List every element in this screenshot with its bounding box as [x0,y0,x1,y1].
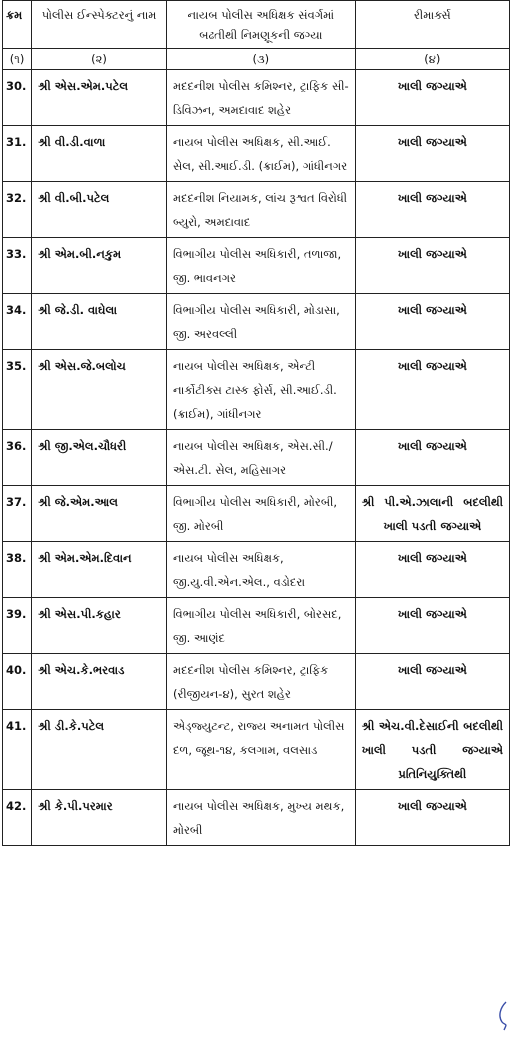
column-index: (૧) [3,49,32,70]
row-serial: 36. [3,430,32,486]
remark: ખાલી જગ્યાએ [355,790,509,846]
remark: શ્રી એચ.વી.દેસાઈની બદલીથી ખાલી પડતી જગ્યાએ પ્રતિનિયુક્તિથી [355,710,509,790]
table-row [3,542,510,598]
inspector-name: શ્રી એસ.જે.બલોચ [32,350,167,430]
row-serial: 40. [3,654,32,710]
remark: ખાલી જગ્યાએ [355,238,509,294]
appointment-post: એડ્જ્યુટન્ટ, રાજ્ય અનામત પોલીસ દળ, જૂથ-૧૪, કલગામ, વલસાડ [166,710,355,790]
table-row [3,710,510,790]
remark: શ્રી પી.એ.ઝાલાની બદલીથી ખાલી પડતી જગ્યાએ [355,486,509,542]
inspector-name: શ્રી જે.ડી. વાઘેલા [32,294,167,350]
table-row [3,598,510,654]
table-row [3,126,510,182]
row-serial: 35. [3,350,32,430]
remark: ખાલી જગ્યાએ [355,294,509,350]
posting-table [2,0,510,846]
table-row [3,182,510,238]
row-serial: 42. [3,790,32,846]
column-index: (૩) [166,49,355,70]
inspector-name: શ્રી એમ.એમ.દિવાન [32,542,167,598]
table-row [3,294,510,350]
inspector-name: શ્રી એસ.એમ.પટેલ [32,70,167,126]
table-row [3,70,510,126]
remark: ખાલી જગ્યાએ [355,70,509,126]
row-serial: 31. [3,126,32,182]
appointment-post: મદદનીશ નિયામક, લાંચ રૂશ્વત વિરોધી બ્યુરો, અમદાવાદ [166,182,355,238]
inspector-name: શ્રી એસ.પી.કહાર [32,598,167,654]
appointment-post: નાયબ પોલીસ અધિક્ષક, સી.આઈ. સેલ, સી.આઈ.ડી. (ક્રાઈમ), ગાંધીનગર [166,126,355,182]
inspector-name: શ્રી વી.ડી.વાળા [32,126,167,182]
inspector-name: શ્રી કે.પી.પરમાર [32,790,167,846]
appointment-post: મદદનીશ પોલીસ કમિશ્નર, ટ્રાફિક સી-ડિવિઝન, અમદાવાદ શહેર [166,70,355,126]
row-serial: 34. [3,294,32,350]
remark: ખાલી જગ્યાએ [355,598,509,654]
appointment-post: નાયબ પોલીસ અધિક્ષક, એસ.સી./એસ.ટી. સેલ, મહિસાગર [166,430,355,486]
row-serial: 33. [3,238,32,294]
remark: ખાલી જગ્યાએ [355,430,509,486]
row-serial: 37. [3,486,32,542]
remark: ખાલી જગ્યાએ [355,126,509,182]
appointment-post: મદદનીશ પોલીસ કમિશ્નર, ટ્રાફિક (રીજીયન-૪), સુરત શહેર [166,654,355,710]
remark: ખાલી જગ્યાએ [355,542,509,598]
appointment-post: નાયબ પોલીસ અધિક્ષક, જી.યુ.વી.એન.એલ., વડોદરા [166,542,355,598]
row-serial: 30. [3,70,32,126]
inspector-name: શ્રી જી.એલ.ચૌધરી [32,430,167,486]
inspector-name: શ્રી ડી.કે.પટેલ [32,710,167,790]
table-row [3,790,510,846]
row-serial: 41. [3,710,32,790]
header-row [3,1,510,49]
row-serial: 32. [3,182,32,238]
header-appointment-post: નાયબ પોલીસ અધિક્ષક સંવર્ગમાં બઢતીથી નિમણૂકની જગ્યા [166,1,355,49]
appointment-post: નાયબ પોલીસ અધિક્ષક, મુખ્ય મથક, મોરબી [166,790,355,846]
table-row [3,430,510,486]
column-index: (૨) [32,49,167,70]
header-serial: ક્રમ [3,1,32,49]
table-row [3,350,510,430]
remark: ખાલી જગ્યાએ [355,654,509,710]
table-row [3,486,510,542]
appointment-post: વિભાગીય પોલીસ અધિકારી, બોરસદ, જી. આણંદ [166,598,355,654]
column-index: (૪) [355,49,509,70]
inspector-name: શ્રી વી.બી.પટેલ [32,182,167,238]
inspector-name: શ્રી એચ.કે.ભરવાડ [32,654,167,710]
row-serial: 38. [3,542,32,598]
appointment-post: વિભાગીય પોલીસ અધિકારી, તળાજા, જી. ભાવનગર [166,238,355,294]
table-row [3,654,510,710]
row-serial: 39. [3,598,32,654]
appointment-post: નાયબ પોલીસ અધિક્ષક, એન્ટી નાર્કોટીક્સ ટાસ્ક ફોર્સ, સી.આઈ.ડી. (ક્રાઈમ), ગાંધીનગર [166,350,355,430]
initials-mark [496,1000,510,1034]
header-inspector-name: પોલીસ ઈન્સ્પેક્ટરનું નામ [32,1,167,49]
table-row [3,238,510,294]
appointment-post: વિભાગીય પોલીસ અધિકારી, મોરબી, જી. મોરબી [166,486,355,542]
appointment-post: વિભાગીય પોલીસ અધિકારી, મોડાસા, જી. અરવલ્લી [166,294,355,350]
column-index-row [3,49,510,70]
header-remarks: રીમાર્ક્સ [355,1,509,49]
remark: ખાલી જગ્યાએ [355,350,509,430]
inspector-name: શ્રી એમ.બી.નકુમ [32,238,167,294]
inspector-name: શ્રી જે.એમ.આલ [32,486,167,542]
remark: ખાલી જગ્યાએ [355,182,509,238]
